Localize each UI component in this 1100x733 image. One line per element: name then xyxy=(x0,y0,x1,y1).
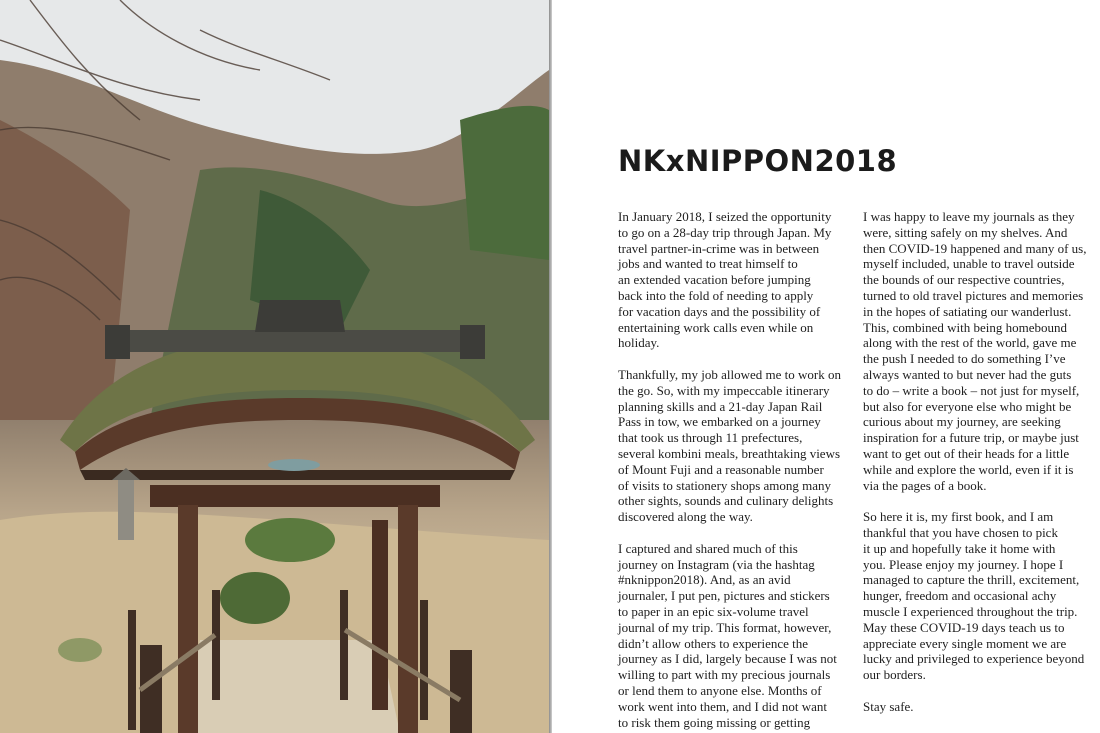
paragraph xyxy=(863,509,1089,683)
photo-page xyxy=(0,0,549,733)
text-line: our borders. xyxy=(863,667,926,683)
text-line: to do – write a book – not just for myself, xyxy=(863,382,1080,398)
text-line: May these COVID-19 days teach us to xyxy=(863,619,1065,635)
text-line: entertaining work calls even while on xyxy=(618,319,814,335)
text-line: of visits to stationery shops among many xyxy=(618,477,832,493)
text-line: via the pages of a book. xyxy=(863,477,987,493)
text-line: of Mount Fuji and a reasonable number xyxy=(618,461,824,477)
text-line: journal of my trip. This format, however, xyxy=(618,619,832,635)
text-column-2 xyxy=(863,209,1089,715)
text-line: willing to part with my precious journals xyxy=(618,667,831,683)
text-page xyxy=(552,0,1100,733)
text-line: discovered along the way. xyxy=(618,509,753,525)
text-line: to paper in an epic six-volume travel xyxy=(618,603,809,619)
text-line: it up and hopefully take it home with xyxy=(863,540,1056,556)
text-line: muscle I experienced throughout the trip. xyxy=(863,603,1078,619)
text-line: the push I needed to do something I’ve xyxy=(863,351,1066,367)
japanese-gate-icon xyxy=(0,0,549,733)
text-line: but also for everyone else who might be xyxy=(863,398,1072,414)
text-line: along with the rest of the world, gave me xyxy=(863,335,1077,351)
text-line: turned to old travel pictures and memories xyxy=(863,287,1084,303)
text-line: planning skills and a 21-day Japan Rail xyxy=(618,398,823,414)
text-line: I captured and shared much of this xyxy=(618,540,798,556)
paragraph xyxy=(618,541,840,731)
text-line: thankful that you have chosen to pick xyxy=(863,524,1058,540)
text-line: to go on a 28-day trip through Japan. My xyxy=(618,224,832,240)
text-line: always wanted to but never had the guts xyxy=(863,366,1072,382)
text-line: Thankfully, my job allowed me to work on xyxy=(618,366,842,382)
text-line: jobs and wanted to treat himself to xyxy=(618,256,798,272)
text-line: In January 2018, I seized the opportunity xyxy=(618,209,832,224)
text-line: So here it is, my first book, and I am xyxy=(863,509,1054,525)
text-line: you. Please enjoy my journey. I hope I xyxy=(863,556,1064,572)
text-line: #nknippon2018). And, as an avid xyxy=(618,572,791,588)
text-line: work went into them, and I did not want xyxy=(618,698,828,714)
text-line: lucky and privileged to experience beyond xyxy=(863,651,1085,667)
paragraph xyxy=(618,367,840,525)
text-line: This, combined with being homebound xyxy=(863,319,1068,335)
text-line: inspiration for a future trip, or maybe just xyxy=(863,430,1079,446)
text-line: journey on Instagram (via the hashtag xyxy=(618,556,815,572)
text-line: were, sitting safely on my shelves. And xyxy=(863,224,1068,240)
paragraph xyxy=(863,209,1089,493)
text-line: holiday. xyxy=(618,335,660,351)
text-line: to risk them going missing or getting xyxy=(618,714,811,730)
text-line: I was happy to leave my journals as they xyxy=(863,209,1075,224)
text-line: appreciate every single moment we are xyxy=(863,635,1067,651)
text-line: hunger, freedom and occasional achy xyxy=(863,588,1057,604)
text-line: Stay safe. xyxy=(863,698,914,714)
text-line: curious about my journey, are seeking xyxy=(863,414,1061,430)
text-line: that took us through 11 prefectures, xyxy=(618,430,803,446)
text-line: Pass in tow, we embarked on a journey xyxy=(618,414,821,430)
page-title: NKxNIPPON2018 xyxy=(618,144,898,178)
text-line: several kombini meals, breathtaking views xyxy=(618,445,841,461)
paragraph xyxy=(618,209,840,351)
text-column-1 xyxy=(618,209,840,730)
text-line: back into the fold of needing to apply xyxy=(618,287,814,303)
text-line: managed to capture the thrill, excitement, xyxy=(863,572,1080,588)
text-line: myself included, unable to travel outside xyxy=(863,256,1075,272)
text-line: didn’t allow others to experience the xyxy=(618,635,809,651)
text-line: for vacation days and the possibility of xyxy=(618,303,821,319)
text-line: in the hopes of satiating our wanderlust. xyxy=(863,303,1072,319)
text-line: journaler, I put pen, pictures and stickers xyxy=(618,588,830,604)
text-line: the go. So, with my impeccable itinerary xyxy=(618,382,830,398)
text-line: then COVID-19 happened and many of us, xyxy=(863,240,1087,256)
paragraph xyxy=(863,699,1089,715)
text-line: other sights, sounds and culinary delights xyxy=(618,493,834,509)
text-line: an extended vacation before jumping xyxy=(618,272,811,288)
text-line: or lend them to anyone else. Months of xyxy=(618,682,822,698)
text-line: while and explore the world, even if it is xyxy=(863,461,1074,477)
text-line: journey as I did, largely because I was not xyxy=(618,651,837,667)
text-line: the bounds of our respective countries, xyxy=(863,272,1065,288)
text-line: want to get out of their heads for a little xyxy=(863,445,1070,461)
text-line: travel partner-in-crime was in between xyxy=(618,240,820,256)
